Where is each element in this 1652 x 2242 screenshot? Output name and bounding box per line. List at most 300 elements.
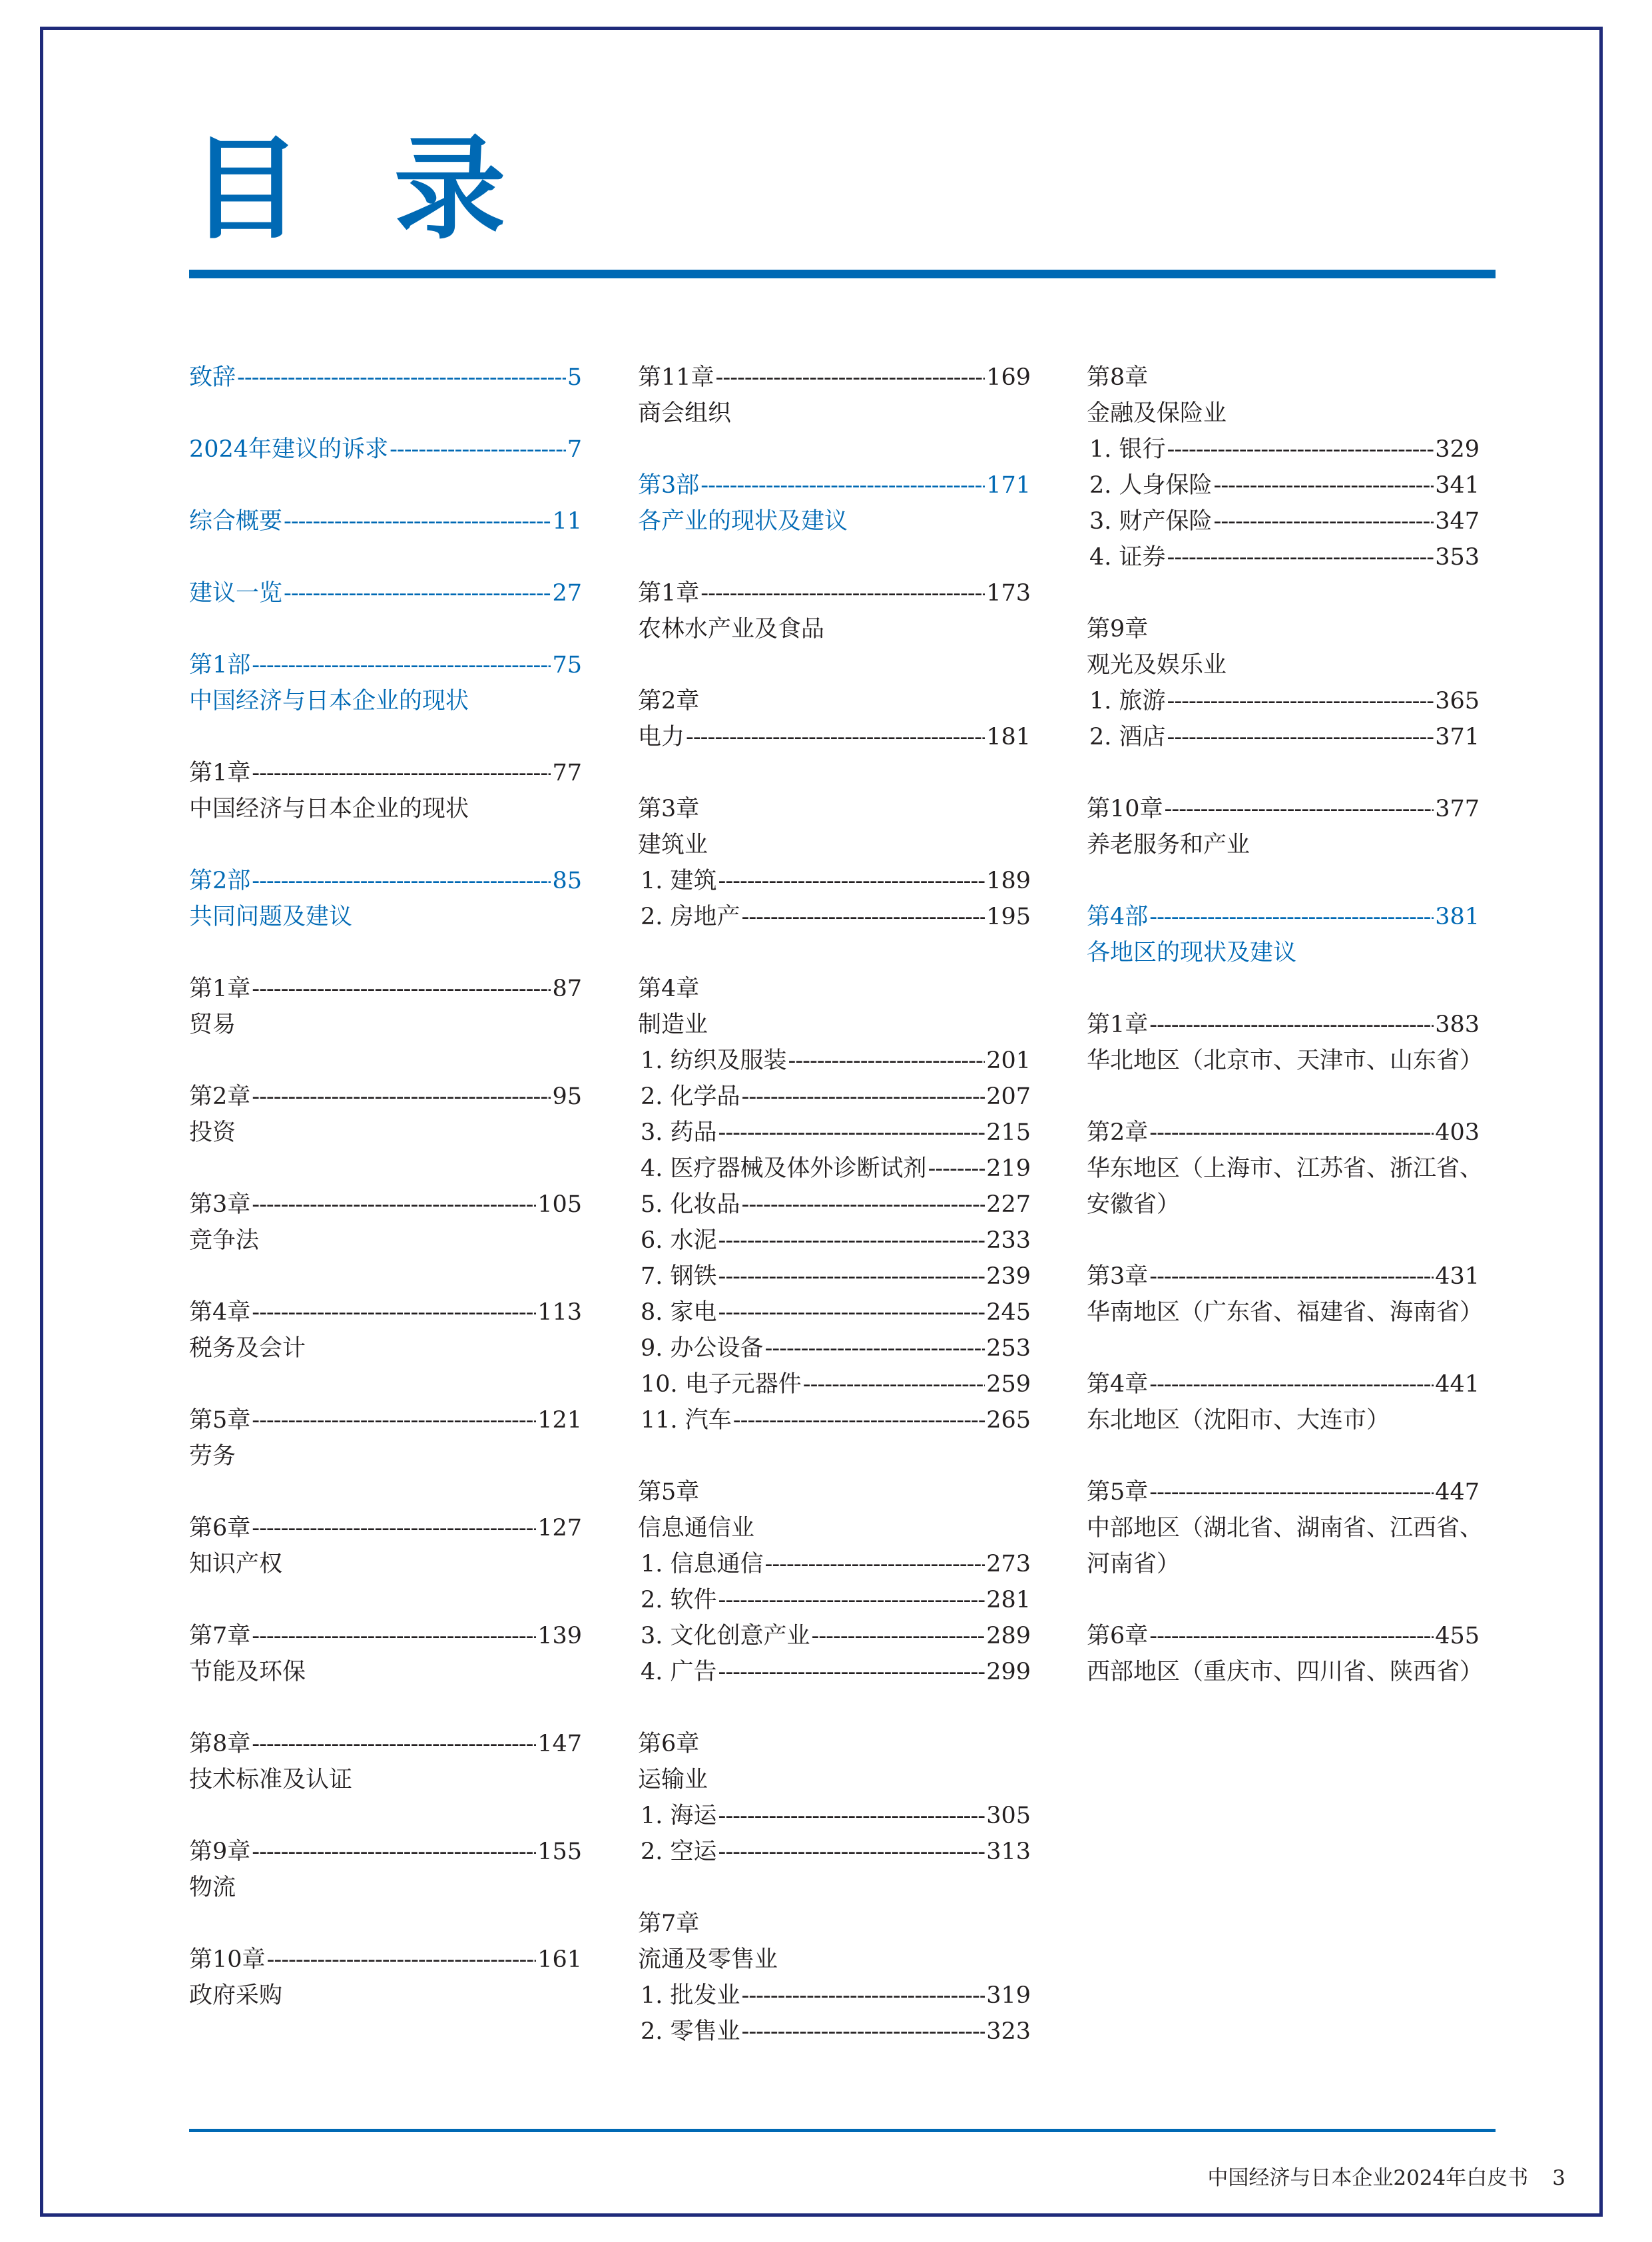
toc-entry[interactable] [638,719,1031,755]
toc-heading-text: 第8章 [1087,364,1149,391]
toc-spacer [189,1043,582,1079]
toc-page-number: 365 [1435,688,1480,714]
toc-page-number: 273 [986,1551,1031,1577]
dot-leader [718,1654,985,1690]
dot-leader [1167,719,1434,755]
toc-entry[interactable] [189,503,582,539]
toc-spacer [189,611,582,647]
dot-leader [742,1079,985,1115]
toc-entry-label: 第6章 [1087,1623,1149,1649]
toc-page-number: 289 [986,1623,1031,1649]
toc-entry[interactable] [189,755,582,791]
toc-heading-text: 节能及环保 [189,1659,306,1685]
toc-entry[interactable] [638,1618,1031,1654]
toc-spacer [189,719,582,755]
dot-leader [252,1402,536,1438]
toc-entry-label: 综合概要 [189,508,283,535]
toc-entry-label: 11. 汽车 [641,1407,732,1434]
dot-leader [252,647,551,683]
toc-page-number: 5 [567,364,582,391]
toc-page-number: 455 [1435,1623,1480,1649]
toc-entry-label: 第2部 [189,868,251,894]
toc-page-number: 323 [986,2018,1031,2045]
toc-page-number: 127 [537,1515,582,1541]
toc-column-1 [189,360,582,2014]
toc-heading-text: 各地区的现状及建议 [1087,940,1297,966]
dot-leader [1149,1007,1434,1043]
toc-page-number: 371 [1435,724,1480,750]
toc-entry-label: 第10章 [1087,796,1163,822]
toc-spacer [189,1151,582,1187]
toc-entry-label: 8. 家电 [641,1299,717,1326]
toc-entry[interactable] [638,863,1031,899]
dot-leader [1165,791,1434,827]
toc-page-number: 245 [986,1299,1031,1326]
toc-entry-label: 第1章 [1087,1011,1149,1038]
toc-entry[interactable] [1087,683,1480,719]
toc-heading-text: 商会组织 [638,400,732,427]
toc-heading-text: 金融及保险业 [1087,400,1227,427]
dot-leader [700,467,985,503]
toc-heading-text: 竞争法 [189,1227,260,1254]
dot-leader [284,503,551,539]
title-rule [189,270,1496,278]
dot-leader [237,360,566,396]
toc-page-number: 319 [986,1982,1031,2009]
toc-entry-label: 6. 水泥 [641,1227,717,1254]
dot-leader [1214,467,1434,503]
toc-heading-text: 安徽省） [1087,1191,1181,1218]
toc-entry-label: 致辞 [189,364,236,391]
toc-entry[interactable] [638,1115,1031,1151]
dot-leader [928,1151,985,1187]
dot-leader [252,1726,536,1762]
toc-heading-text: 华北地区（北京市、天津市、山东省） [1087,1047,1484,1074]
toc-entry-label: 2. 零售业 [641,2018,740,2045]
toc-entry-label: 3. 药品 [641,1119,717,1146]
dot-leader [1149,1115,1434,1151]
toc-entry[interactable] [638,1151,1031,1187]
toc-page-number: 77 [552,760,582,786]
toc-entry-label: 电力 [638,724,685,750]
toc-spacer [1087,971,1480,1007]
toc-entry[interactable] [638,2014,1031,2050]
toc-page-number: 139 [537,1623,582,1649]
toc-spacer [189,467,582,503]
dot-leader [742,899,985,935]
toc-spacer [189,935,582,971]
toc-entry-label: 3. 财产保险 [1089,508,1213,535]
toc-entry[interactable] [638,1223,1031,1259]
dot-leader [742,1978,985,2014]
toc-spacer [638,1438,1031,1474]
toc-entry[interactable] [189,1834,582,1870]
toc-entry-label: 第1章 [189,760,251,786]
toc-page-number: 381 [1435,904,1480,930]
toc-page-number: 121 [537,1407,582,1434]
toc-entry[interactable] [638,360,1031,396]
toc-heading-text: 华南地区（广东省、福建省、海南省） [1087,1299,1484,1326]
toc-heading-text: 东北地区（沈阳市、大连市） [1087,1407,1390,1434]
toc-page-number: 219 [986,1155,1031,1182]
toc-entry[interactable] [1087,899,1480,935]
toc-page-number: 265 [986,1407,1031,1434]
toc-entry[interactable] [189,360,582,396]
toc-heading-text: 第7章 [638,1910,700,1937]
toc-entry-label: 第2章 [189,1083,251,1110]
toc-page-number: 87 [552,976,582,1002]
toc-entry[interactable] [189,1079,582,1115]
toc-heading-text: 流通及零售业 [638,1946,778,1973]
toc-entry-label: 第1章 [189,976,251,1002]
toc-entry[interactable] [189,1187,582,1223]
toc-page-number: 181 [986,724,1031,750]
toc-entry-label: 1. 海运 [641,1803,717,1829]
toc-entry[interactable] [638,1259,1031,1294]
dot-leader [1167,539,1434,575]
toc-spacer [189,396,582,431]
toc-entry[interactable] [189,647,582,683]
toc-entry-label: 1. 信息通信 [641,1551,764,1577]
toc-entry[interactable] [1087,791,1480,827]
toc-spacer [189,1582,582,1618]
toc-spacer [1087,1582,1480,1618]
page-number: 3 [1552,2166,1565,2190]
toc-entry-label: 2. 人身保险 [1089,472,1213,499]
toc-heading-text: 投资 [189,1119,236,1146]
toc-entry[interactable] [1087,1366,1480,1402]
toc-heading-text: 第6章 [638,1731,700,1757]
toc-entry-label: 第10章 [189,1946,266,1973]
toc-page-number: 313 [986,1838,1031,1865]
toc-entry-label: 1. 批发业 [641,1982,740,2009]
toc-heading-text: 税务及会计 [189,1335,306,1362]
toc-spacer [638,539,1031,575]
dot-leader [1149,1474,1434,1510]
dot-leader [718,1834,985,1870]
toc-entry-label: 2. 酒店 [1089,724,1166,750]
toc-column-3 [1087,360,1484,1690]
dot-leader [1149,1366,1434,1402]
toc-entry-label: 第1部 [189,652,251,679]
toc-entry-label: 第2章 [1087,1119,1149,1146]
toc-entry[interactable] [638,1402,1031,1438]
dot-leader [252,1510,536,1546]
dot-leader [252,1294,536,1330]
toc-entry[interactable] [638,1654,1031,1690]
toc-spacer [638,755,1031,791]
toc-heading-text: 运输业 [638,1767,708,1793]
toc-entry[interactable] [638,1294,1031,1330]
toc-entry[interactable] [189,1510,582,1546]
toc-page-number: 161 [537,1946,582,1973]
toc-page-number: 239 [986,1263,1031,1290]
toc-entry[interactable] [638,1978,1031,2014]
toc-spacer [1087,863,1480,899]
toc-page-number: 233 [986,1227,1031,1254]
toc-page-number: 169 [986,364,1031,391]
toc-entry[interactable] [189,863,582,899]
dot-leader [765,1546,985,1582]
toc-spacer [638,1870,1031,1906]
dot-leader [267,1942,537,1978]
toc-entry[interactable] [189,1618,582,1654]
toc-entry-label: 第3章 [189,1191,251,1218]
toc-heading-text: 农林水产业及食品 [638,616,825,643]
toc-page-number: 7 [567,436,582,463]
toc-entry-label: 第4部 [1087,904,1149,930]
toc-page-number: 281 [986,1587,1031,1613]
toc-page-number: 189 [986,868,1031,894]
dot-leader [742,1187,985,1223]
publication-title: 中国经济与日本企业2024年白皮书 [1207,2166,1529,2190]
toc-spacer [1087,1223,1480,1259]
toc-entry[interactable] [189,1942,582,1978]
toc-spacer [1087,575,1480,611]
dot-leader [252,1618,536,1654]
toc-heading-text: 政府采购 [189,1982,283,2009]
toc-entry[interactable] [1087,1115,1480,1151]
toc-page-number: 227 [986,1191,1031,1218]
toc-entry-label: 第8章 [189,1731,251,1757]
toc-entry[interactable] [638,575,1031,611]
dot-leader [718,1294,985,1330]
toc-spacer [189,1798,582,1834]
toc-entry-label: 1. 银行 [1089,436,1166,463]
toc-heading-text: 西部地区（重庆市、四川省、陕西省） [1087,1659,1484,1685]
toc-spacer [189,1259,582,1294]
dot-leader [1149,1259,1434,1294]
toc-page-number: 447 [1435,1479,1480,1506]
toc-heading-text: 第2章 [638,688,700,714]
dot-leader [812,1618,985,1654]
toc-spacer [189,1906,582,1942]
toc-entry[interactable] [1087,467,1480,503]
dot-leader [252,1834,536,1870]
toc-spacer [189,827,582,863]
footer-rule [189,2129,1496,2132]
toc-page-number: 147 [537,1731,582,1757]
dot-leader [765,1330,985,1366]
toc-heading-text: 华东地区（上海市、江苏省、浙江省、 [1087,1155,1484,1182]
toc-heading-text: 观光及娱乐业 [1087,652,1227,679]
dot-leader [252,1079,551,1115]
dot-leader [716,360,985,396]
toc-heading-text: 共同问题及建议 [189,904,353,930]
toc-page-number: 173 [986,580,1031,607]
toc-page-number: 201 [986,1047,1031,1074]
page-title: 目 录 [190,124,533,254]
toc-entry-label: 第7章 [189,1623,251,1649]
toc-entry-label: 第6章 [189,1515,251,1541]
toc-spacer [189,1474,582,1510]
toc-entry-label: 5. 化妆品 [641,1191,740,1218]
dot-leader [252,1187,536,1223]
dot-leader [733,1402,985,1438]
dot-leader [718,1223,985,1259]
toc-entry[interactable] [638,1366,1031,1402]
toc-spacer [638,431,1031,467]
toc-entry-label: 2. 化学品 [641,1083,740,1110]
toc-heading-text: 各产业的现状及建议 [638,508,848,535]
toc-entry-label: 第5章 [189,1407,251,1434]
toc-entry[interactable] [189,971,582,1007]
toc-entry[interactable] [638,1582,1031,1618]
toc-heading-text: 养老服务和产业 [1087,832,1250,858]
dot-leader [252,863,551,899]
toc-entry[interactable] [189,575,582,611]
toc-entry-label: 2. 空运 [641,1838,717,1865]
toc-entry-label: 2. 房地产 [641,904,740,930]
toc-page-number: 299 [986,1659,1031,1685]
toc-heading-text: 第5章 [638,1479,700,1506]
toc-heading-text: 河南省） [1087,1551,1181,1577]
dot-leader [788,1043,985,1079]
toc-entry[interactable] [189,1402,582,1438]
toc-page-number: 377 [1435,796,1480,822]
toc-heading-text: 中国经济与日本企业的现状 [189,688,469,714]
toc-page-number: 95 [552,1083,582,1110]
toc-heading-text: 第3章 [638,796,700,822]
toc-entry[interactable] [638,1546,1031,1582]
toc-entry-label: 3. 文化创意产业 [641,1623,810,1649]
toc-page-number: 207 [986,1083,1031,1110]
toc-spacer [1087,1079,1480,1115]
dot-leader [390,431,566,467]
toc-spacer [189,539,582,575]
toc-entry[interactable] [1087,503,1480,539]
toc-spacer [189,1366,582,1402]
toc-page-number: 329 [1435,436,1480,463]
toc-page-number: 441 [1435,1371,1480,1398]
dot-leader [718,1259,985,1294]
toc-page-number: 11 [552,508,582,535]
dot-leader [718,1115,985,1151]
toc-entry-label: 4. 证券 [1089,544,1166,571]
dot-leader [1214,503,1434,539]
toc-entry-label: 第4章 [189,1299,251,1326]
toc-page-number: 195 [986,904,1031,930]
toc-page-number: 431 [1435,1263,1480,1290]
toc-entry[interactable] [1087,1474,1480,1510]
toc-spacer [1087,755,1480,791]
toc-entry[interactable] [1087,431,1480,467]
toc-page-number: 341 [1435,472,1480,499]
toc-page-number: 253 [986,1335,1031,1362]
dot-leader [1149,1618,1434,1654]
dot-leader [252,971,551,1007]
toc-entry[interactable] [189,1294,582,1330]
toc-page-number: 155 [537,1838,582,1865]
toc-heading-text: 第4章 [638,976,700,1002]
toc-entry-label: 4. 广告 [641,1659,717,1685]
toc-column-2 [638,360,1031,2050]
toc-spacer [189,1690,582,1726]
toc-entry[interactable] [638,1798,1031,1834]
toc-entry-label: 第5章 [1087,1479,1149,1506]
toc-entry-label: 10. 电子元器件 [641,1371,802,1398]
dot-leader [718,1798,985,1834]
toc-entry[interactable] [1087,719,1480,755]
toc-page-number: 347 [1435,508,1480,535]
toc-entry[interactable] [638,1043,1031,1079]
dot-leader [718,863,985,899]
dot-leader [1149,899,1434,935]
toc-spacer [1087,1330,1480,1366]
toc-heading-text: 知识产权 [189,1551,283,1577]
toc-heading-text: 技术标准及认证 [189,1767,353,1793]
toc-entry[interactable] [638,1079,1031,1115]
dot-leader [718,1582,985,1618]
toc-page-number: 383 [1435,1011,1480,1038]
toc-entry-label: 第9章 [189,1838,251,1865]
dot-leader [1167,683,1434,719]
toc-entry[interactable] [189,431,582,467]
toc-entry[interactable] [189,1726,582,1762]
toc-entry-label: 第4章 [1087,1371,1149,1398]
toc-entry[interactable] [1087,539,1480,575]
toc-page-number: 259 [986,1371,1031,1398]
toc-heading-text: 第9章 [1087,616,1149,643]
toc-entry[interactable] [1087,1259,1480,1294]
dot-leader [700,575,985,611]
toc-heading-text: 劳务 [189,1443,236,1470]
toc-entry[interactable] [638,467,1031,503]
toc-entry-label: 1. 建筑 [641,868,717,894]
toc-page-number: 403 [1435,1119,1480,1146]
toc-page-number: 105 [537,1191,582,1218]
dot-leader [252,755,551,791]
toc-entry-label: 1. 旅游 [1089,688,1166,714]
toc-heading-text: 贸易 [189,1011,236,1038]
toc-heading-text: 制造业 [638,1011,708,1038]
toc-heading-text: 中部地区（湖北省、湖南省、江西省、 [1087,1515,1484,1541]
toc-entry[interactable] [638,1834,1031,1870]
dot-leader [284,575,551,611]
toc-spacer [638,1690,1031,1726]
toc-spacer [1087,1438,1480,1474]
toc-heading-text: 物流 [189,1874,236,1901]
toc-entry-label: 建议一览 [189,580,283,607]
toc-entry[interactable] [1087,1007,1480,1043]
toc-entry[interactable] [638,1330,1031,1366]
toc-entry-label: 第3部 [638,472,700,499]
toc-page-number: 171 [986,472,1031,499]
toc-entry-label: 第11章 [638,364,714,391]
toc-heading-text: 中国经济与日本企业的现状 [189,796,469,822]
toc-page-number: 215 [986,1119,1031,1146]
dot-leader [686,719,985,755]
toc-heading-text: 信息通信业 [638,1515,755,1541]
toc-entry-label: 4. 医疗器械及体外诊断试剂 [641,1155,927,1182]
toc-entry[interactable] [638,1187,1031,1223]
toc-entry[interactable] [638,899,1031,935]
toc-entry-label: 7. 钢铁 [641,1263,717,1290]
toc-entry-label: 2024年建议的诉求 [189,436,389,463]
page-footer [1207,2161,1565,2191]
toc-heading-text: 建筑业 [638,832,708,858]
dot-leader [742,2014,985,2050]
toc-page-number: 353 [1435,544,1480,571]
toc-entry-label: 9. 办公设备 [641,1335,764,1362]
toc-entry[interactable] [1087,1618,1480,1654]
toc-page-number: 113 [537,1299,582,1326]
dot-leader [803,1366,985,1402]
toc-page-number: 85 [552,868,582,894]
toc-entry-label: 1. 纺织及服装 [641,1047,787,1074]
toc-entry-label: 第3章 [1087,1263,1149,1290]
dot-leader [1167,431,1434,467]
